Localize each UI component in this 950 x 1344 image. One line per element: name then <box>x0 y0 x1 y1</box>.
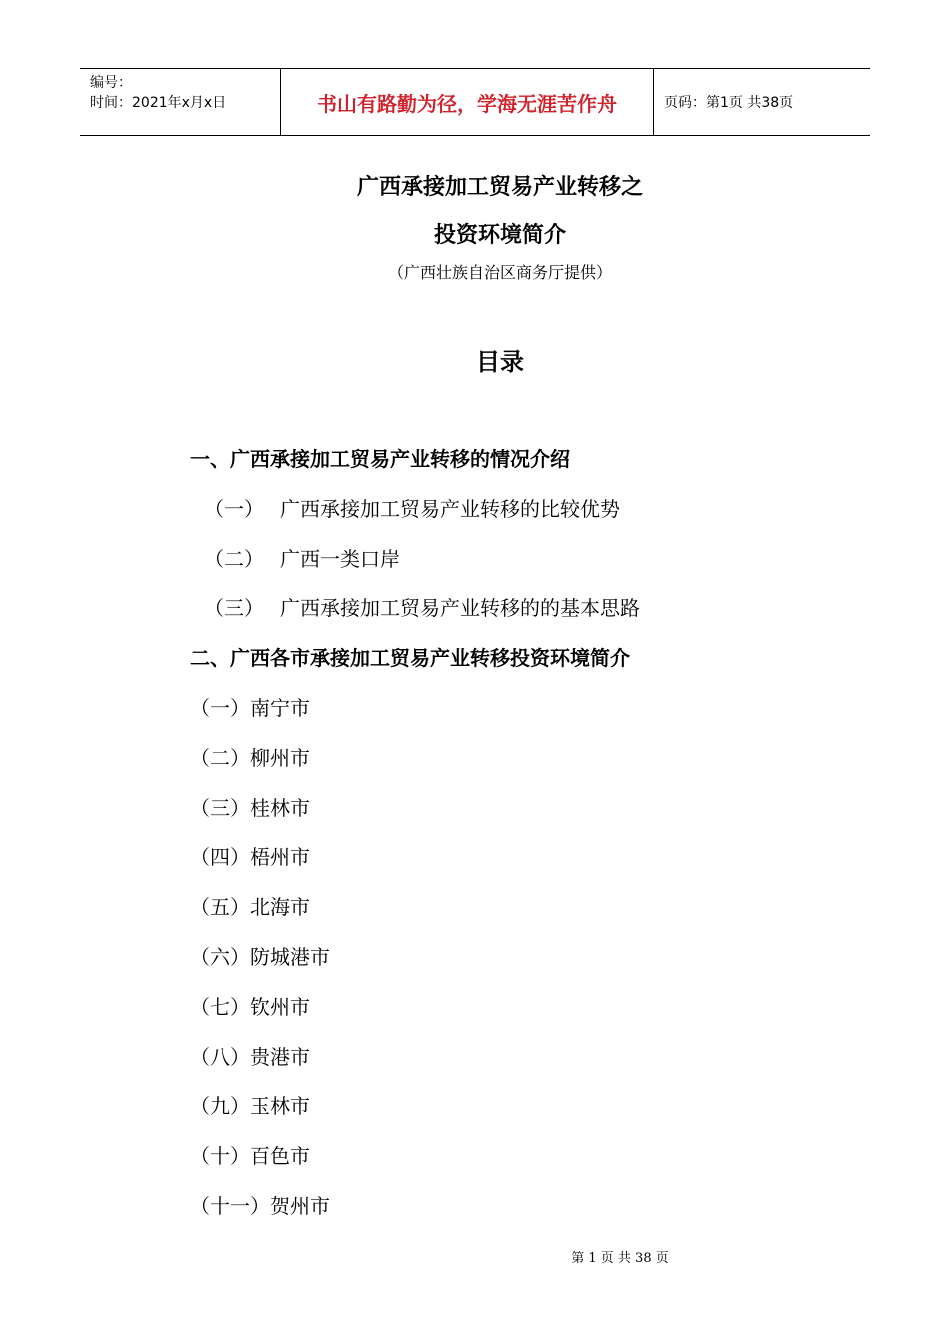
toc-city-item[interactable]: （五）北海市 <box>190 895 310 920</box>
document-subtitle: （广西壮族自治区商务厅提供） <box>387 263 612 282</box>
number-label: 编号： <box>90 75 132 91</box>
toc-city-item[interactable]: （一）南宁市 <box>190 695 310 720</box>
toc-city-item[interactable]: （十一）贺州市 <box>190 1193 330 1218</box>
toc-city-item[interactable]: （八）贵港市 <box>190 1044 310 1069</box>
toc-subsection-text: 广西承接加工贸易产业转移的比较优势 <box>280 496 620 521</box>
page-header <box>80 68 870 136</box>
toc-section-1[interactable]: 一、广西承接加工贸易产业转移的情况介绍 <box>190 447 570 471</box>
toc-city-item[interactable]: （九）玉林市 <box>190 1094 310 1119</box>
toc-city-item[interactable]: （四）梧州市 <box>190 845 310 870</box>
header-page-info: 页码：第1页 共38页 <box>664 95 794 111</box>
header-motto: 书山有路勤为径，学海无涯苦作舟 <box>317 91 617 116</box>
toc-city-item[interactable]: （三）桂林市 <box>190 795 310 820</box>
toc-heading: 目录 <box>476 348 524 376</box>
toc-subsection-number: （一） <box>204 496 264 521</box>
header-meta <box>80 69 281 135</box>
header-motto-cell <box>281 69 654 135</box>
toc-section-2[interactable]: 二、广西各市承接加工贸易产业转移投资环境简介 <box>190 646 630 671</box>
toc-city-item[interactable]: （十）百色市 <box>190 1144 310 1169</box>
time-label: 时间：2021年x月x日 <box>90 95 227 111</box>
toc-city-item[interactable]: （七）钦州市 <box>190 994 310 1019</box>
toc-subsection-1[interactable] <box>190 490 870 540</box>
toc-subsection-2[interactable] <box>190 540 870 590</box>
table-of-contents <box>190 440 870 1237</box>
toc-subsection-number: （二） <box>204 546 264 571</box>
document-title-line2: 投资环境简介 <box>433 223 566 248</box>
toc-city-item[interactable]: （二）柳州市 <box>190 745 310 770</box>
page-footer: 第 1 页 共 38 页 <box>571 1251 669 1266</box>
toc-subsection-text: 广西承接加工贸易产业转移的的基本思路 <box>280 596 640 621</box>
toc-subsection-3[interactable] <box>190 589 870 639</box>
toc-city-item[interactable]: （六）防城港市 <box>190 944 330 969</box>
document-title-line1: 广西承接加工贸易产业转移之 <box>356 175 643 200</box>
toc-subsection-text: 广西一类口岸 <box>280 546 400 571</box>
toc-subsection-number: （三） <box>204 596 264 621</box>
